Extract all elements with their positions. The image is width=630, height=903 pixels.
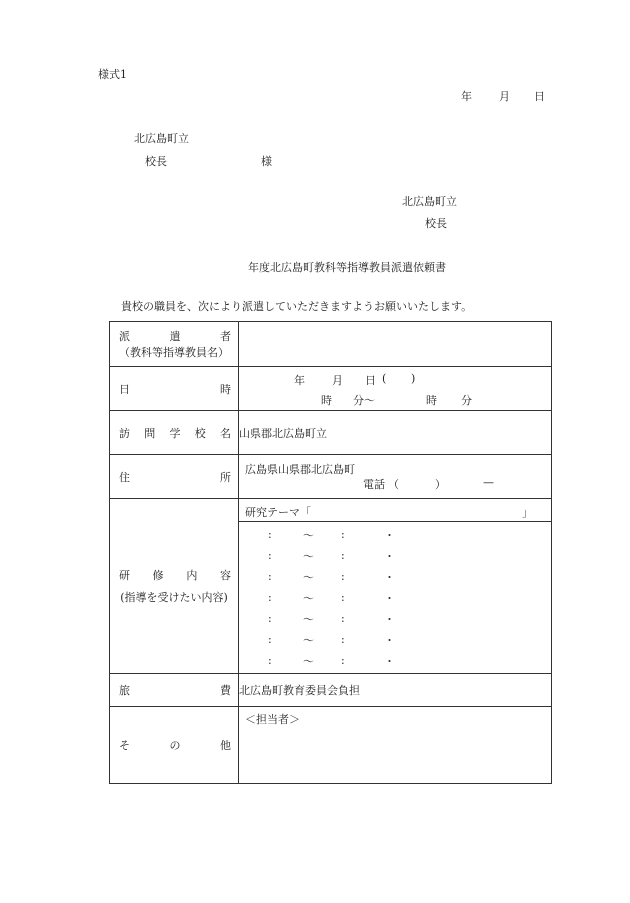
dt-hour-end: 時 [426,393,437,407]
schedule-row: : ～ : ・ [268,633,395,647]
dispatch-request-table [109,321,552,784]
label-char: 問 [144,426,156,440]
date-month-label: 月 [499,90,510,103]
label-dispatch-sub: （教科等指導教員名） [119,346,229,359]
label-char: 内 [186,569,198,582]
dt-day: 日 [365,373,376,387]
label-char: そ [119,739,130,752]
address-value: 広島県山県郡北広島町 [245,462,355,476]
label-char: 旅 [119,684,130,697]
label-char: 日 [119,382,130,396]
label-other [110,707,239,784]
theme-field[interactable] [239,499,552,522]
travel-value: 北広島町教育委員会負担 [239,684,360,697]
travel-value-field[interactable] [239,674,552,707]
other-value-field[interactable] [239,707,552,784]
addressee-honorific: 様 [261,155,272,168]
schedule-row: : ～ : ・ [268,654,395,668]
label-char: 訪 [119,426,130,440]
phone-label: 電話 [363,477,385,491]
label-char: 住 [119,470,130,484]
phone-paren-open: （ [388,477,399,491]
document-title: 年度北広島町教科等指導教員派遣依頼書 [248,261,446,274]
dt-month: 月 [332,373,343,387]
sender-school: 北広島町立 [402,195,457,208]
label-dispatch [110,322,239,367]
label-char: の [169,739,181,752]
label-char: 名 [220,426,231,440]
dt-min-end: 分 [461,393,472,407]
form-code: 様式1 [98,68,127,81]
label-school [110,411,239,455]
addressee-title: 校長 [145,155,167,168]
schedule-row: : ～ : ・ [268,570,395,584]
label-char: 費 [220,684,231,697]
label-char: 派 [119,330,130,343]
label-char: 校 [194,426,206,440]
label-char: 時 [220,382,231,396]
dt-year: 年 [294,373,305,387]
dt-min-start: 分～ [353,393,375,407]
sender-title: 校長 [425,217,447,230]
label-char: 所 [220,470,231,484]
label-char: 研 [119,569,130,582]
theme-label: 研究テーマ「 [245,505,311,519]
label-char: 修 [152,569,164,582]
dispatch-value-field[interactable] [239,322,552,367]
date-year-label: 年 [461,90,472,103]
row-training-theme [110,499,552,522]
schedule-row: : ～ : ・ [268,612,395,626]
label-address [110,455,239,499]
dt-hour-start: 時 [321,393,332,407]
row-datetime [110,367,552,411]
label-training [110,499,239,674]
phone-dash: — [483,475,494,489]
label-char: 容 [219,569,231,582]
row-travel [110,674,552,707]
label-char: 他 [220,739,231,752]
label-datetime [110,367,239,411]
schedule-field[interactable] [239,522,552,674]
row-other [110,707,552,784]
theme-close: 」 [522,505,533,519]
label-travel [110,674,239,707]
school-value-field[interactable] [239,411,552,455]
label-training-sub: (指導を受けたい内容) [120,591,228,604]
phone-paren-close: ） [435,477,446,491]
other-value: ＜担当者＞ [245,713,300,726]
intro-text: 貴校の職員を、次により派遣していただきますようお願いいたします。 [121,300,473,313]
date-day-label: 日 [534,90,545,103]
addressee-school: 北広島町立 [134,132,189,145]
dt-paren-open: ( [382,371,387,385]
label-char: 学 [169,426,181,440]
row-dispatch [110,322,552,367]
dt-paren-close: ) [411,371,416,385]
schedule-row: : ～ : ・ [268,591,395,605]
school-value: 山県郡北広島町立 [239,426,327,440]
schedule-row: : ～ : ・ [268,528,395,542]
datetime-value-field[interactable] [239,367,552,411]
row-school [110,411,552,455]
row-address [110,455,552,499]
address-value-field[interactable] [239,455,552,499]
label-char: 者 [220,330,231,343]
label-char: 遣 [169,330,181,343]
schedule-row: : ～ : ・ [268,549,395,563]
